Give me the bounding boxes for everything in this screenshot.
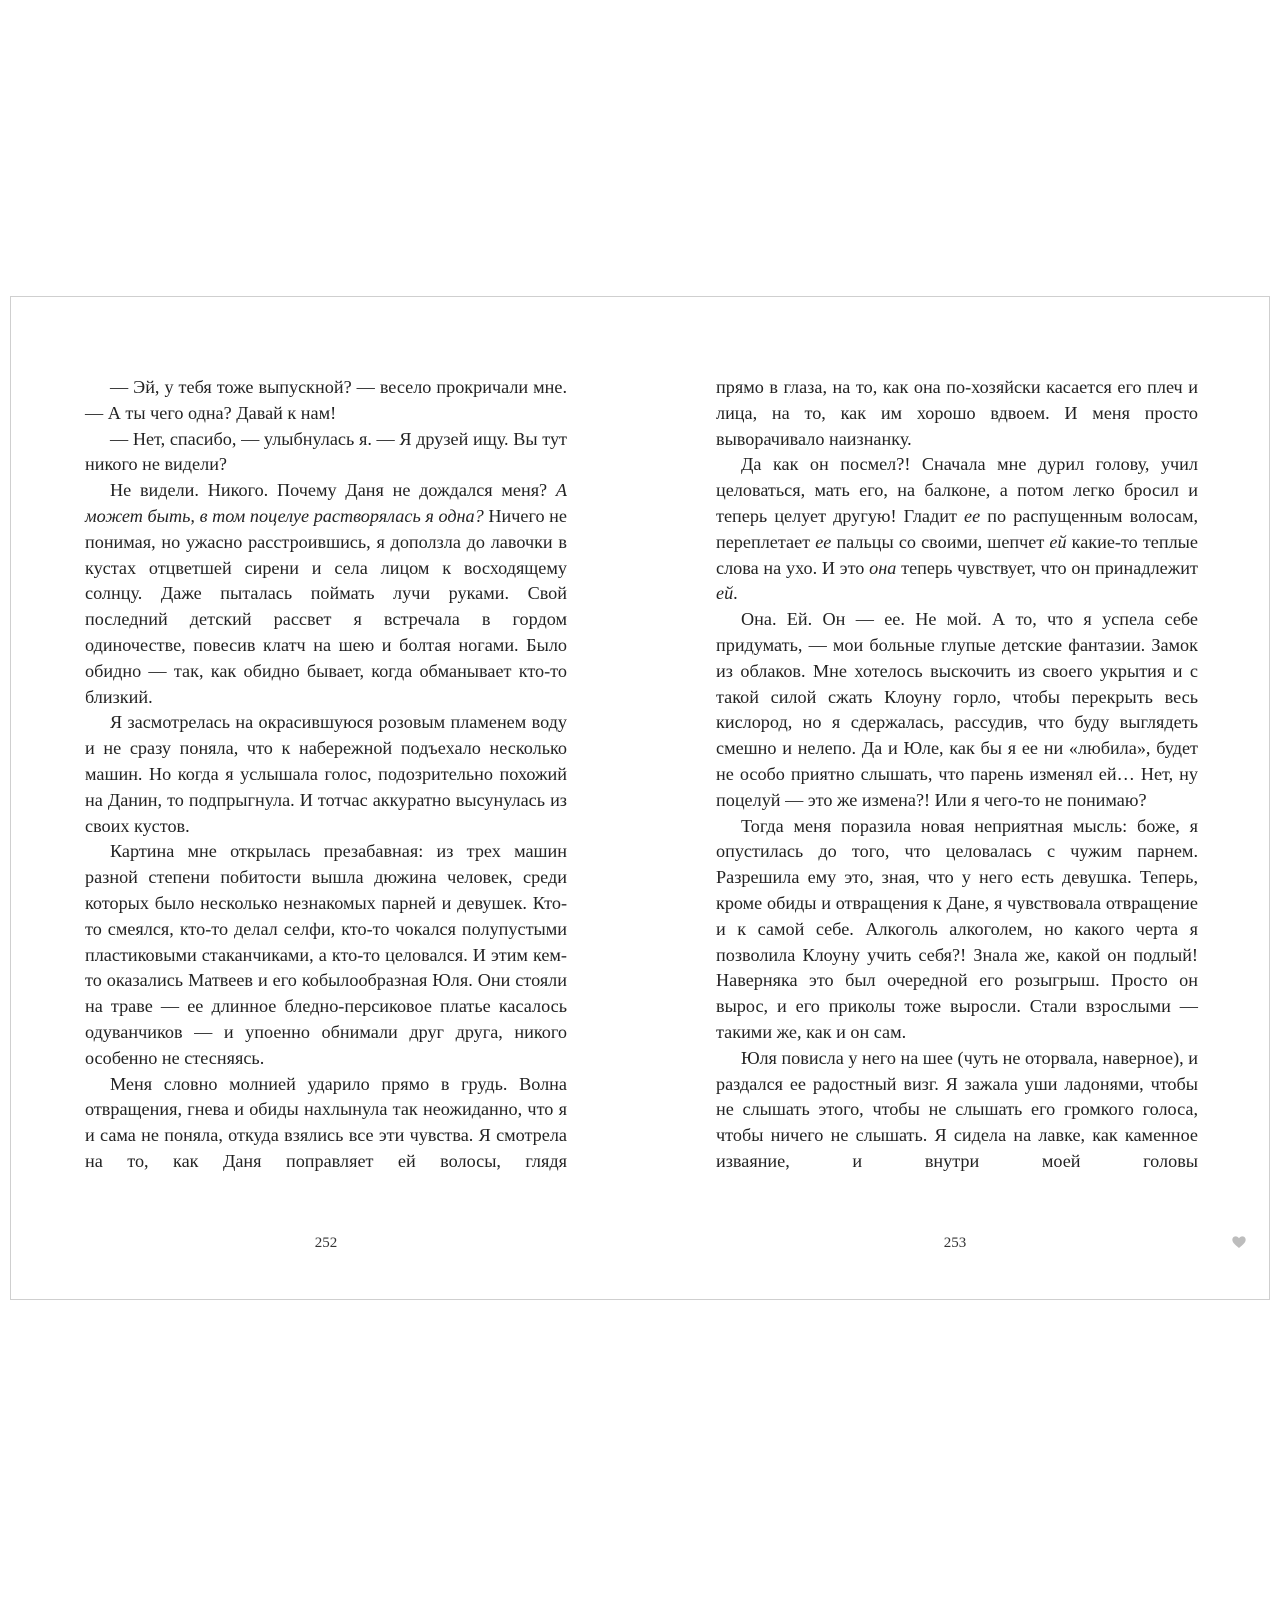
- text-span: теперь чувствует, что он принадлежит: [896, 557, 1198, 578]
- italic-word: ее: [815, 531, 832, 552]
- text-span: какие-то теплые слова на ухо. И это: [716, 531, 1198, 578]
- paragraph: [716, 452, 1198, 607]
- paragraph: Меня словно молнией ударило прямо в грудь. Волна отвращения, гнева и обиды нахлынула так неожиданно, что я и сама не поняла, откуда взялись все эти чувства. Я смотрела на то, как Даня поправляет ей волосы, глядя: [85, 1073, 567, 1171]
- text-span: по распущенным волосам, переплетает: [716, 505, 1199, 552]
- heart-icon: [1231, 1234, 1247, 1250]
- italic-word: ей: [716, 583, 734, 604]
- paragraph: Я засмотрелась на окрасившуюся розовым пламенем воду и не сразу поняла, что к набережной подъехало несколько машин. Но когда я услышала голос, подозрительно похожий на Данин, то подпрыгнула. И тотчас аккуратно высунулась из своих кустов.: [85, 712, 567, 836]
- page-number-right: 253: [943, 1235, 967, 1251]
- left-page-text: [85, 375, 567, 1175]
- paragraph: Юля повисла у него на шее (чуть не оторвала, наверное), и раздался ее радостный визг. Я зажала уши ладонями, чтобы не слышать этого, чтобы не слышать его громкого голоса, чтобы ничего не слышать. Я сидела на лавке, как каменное изваяние, и внутри моей головы: [716, 1047, 1198, 1171]
- paragraph: прямо в глаза, на то, как она по-хозяйски касается его плеч и лица, на то, как им хорошо вдвоем. И меня просто выворачивало наизнанку.: [716, 377, 1198, 449]
- page-number-left: 252: [314, 1235, 338, 1251]
- paragraph: [85, 478, 567, 710]
- paragraph: — Эй, у тебя тоже выпускной? — весело прокричали мне. — А ты чего одна? Давай к нам!: [85, 377, 567, 423]
- right-page-text: [716, 375, 1198, 1175]
- paragraph: Картина мне открылась презабавная: из трех машин разной степени побитости вышла дюжина человек, среди которых было несколько незнакомых парней и девушек. Кто-то смеялся, кто-то делал селфи, кто-то чокался полупустыми пластиковыми стаканчиками, а кто-то целовался. И этим кем-то оказались Матвеев и его кобылообразная Юля. Они стояли на траве — ее длинное бледно-персиковое платье касалось одуванчиков — и упоенно обнимали друг друга, никого особенно не стесняясь.: [85, 841, 567, 1068]
- italic-thought: А может быть, в том поцелуе растворялась я одна?: [85, 480, 567, 526]
- paragraph: Она. Ей. Он — ее. Не мой. А то, что я успела себе придумать, — мои больные глупые детские фантазии. Замок из облаков. Мне хотелось выскочить из своего укрытия и с такой силой сжать Клоуну горло, чтобы перекрыть весь кислород, но я сдержалась, рассудив, что буду выглядеть смешно и нелепо. Да и Юле, как бы я ее ни «любила», будет не особо приятно слышать, что парень изменял ей… Нет, ну поцелуй — это же измена?! Или я чего-то не понимаю?: [716, 609, 1198, 810]
- italic-word: она: [869, 557, 897, 578]
- text-span: Не видели. Никого. Почему Даня не дождался меня?: [110, 480, 556, 501]
- text-span: Да как он посмел?! Сначала мне дурил голову, учил целоваться, мать его, на балконе, а потом легко бросил и теперь целует другую! Гладит: [716, 454, 1198, 526]
- heart-shape: [1232, 1236, 1245, 1248]
- book-spread: [10, 296, 1270, 1300]
- paragraph: — Нет, спасибо, — улыбнулась я. — Я друзей ищу. Вы тут никого не видели?: [85, 428, 567, 475]
- italic-word: ее: [964, 505, 981, 526]
- text-span: Ничего не понимая, но ужасно расстроившись, я доползла до лавочки в кустах отцветшей сирени и села лицом к восходящему солнцу. Даже пыталась поймать лучи руками. Свой последний детский рассвет я встречала в гордом одиночестве, повесив клатч на шею и болтая ногами. Было обидно — так, как обидно бывает, когда обманывает кто-то близкий.: [85, 505, 567, 707]
- text-span: пальцы со своими, шепчет: [831, 531, 1050, 552]
- italic-word: ей: [1049, 531, 1067, 552]
- paragraph: Тогда меня поразила новая неприятная мысль: боже, я опустилась до того, что целовалась с чужим парнем. Разрешила ему это, зная, что у него есть девушка. Теперь, кроме обиды и отвращения к Дане, я чувствовала отвращение и к самой себе. Алкоголь алкоголем, но какого черта я позволила Клоуну учить себя?! Знала же, какой он подлый! Наверняка это был очередной его розыгрыш. Просто он вырос, и его приколы тоже выросли. Стали взрослыми — такими же, как и он сам.: [716, 815, 1198, 1042]
- text-span: .: [733, 583, 738, 604]
